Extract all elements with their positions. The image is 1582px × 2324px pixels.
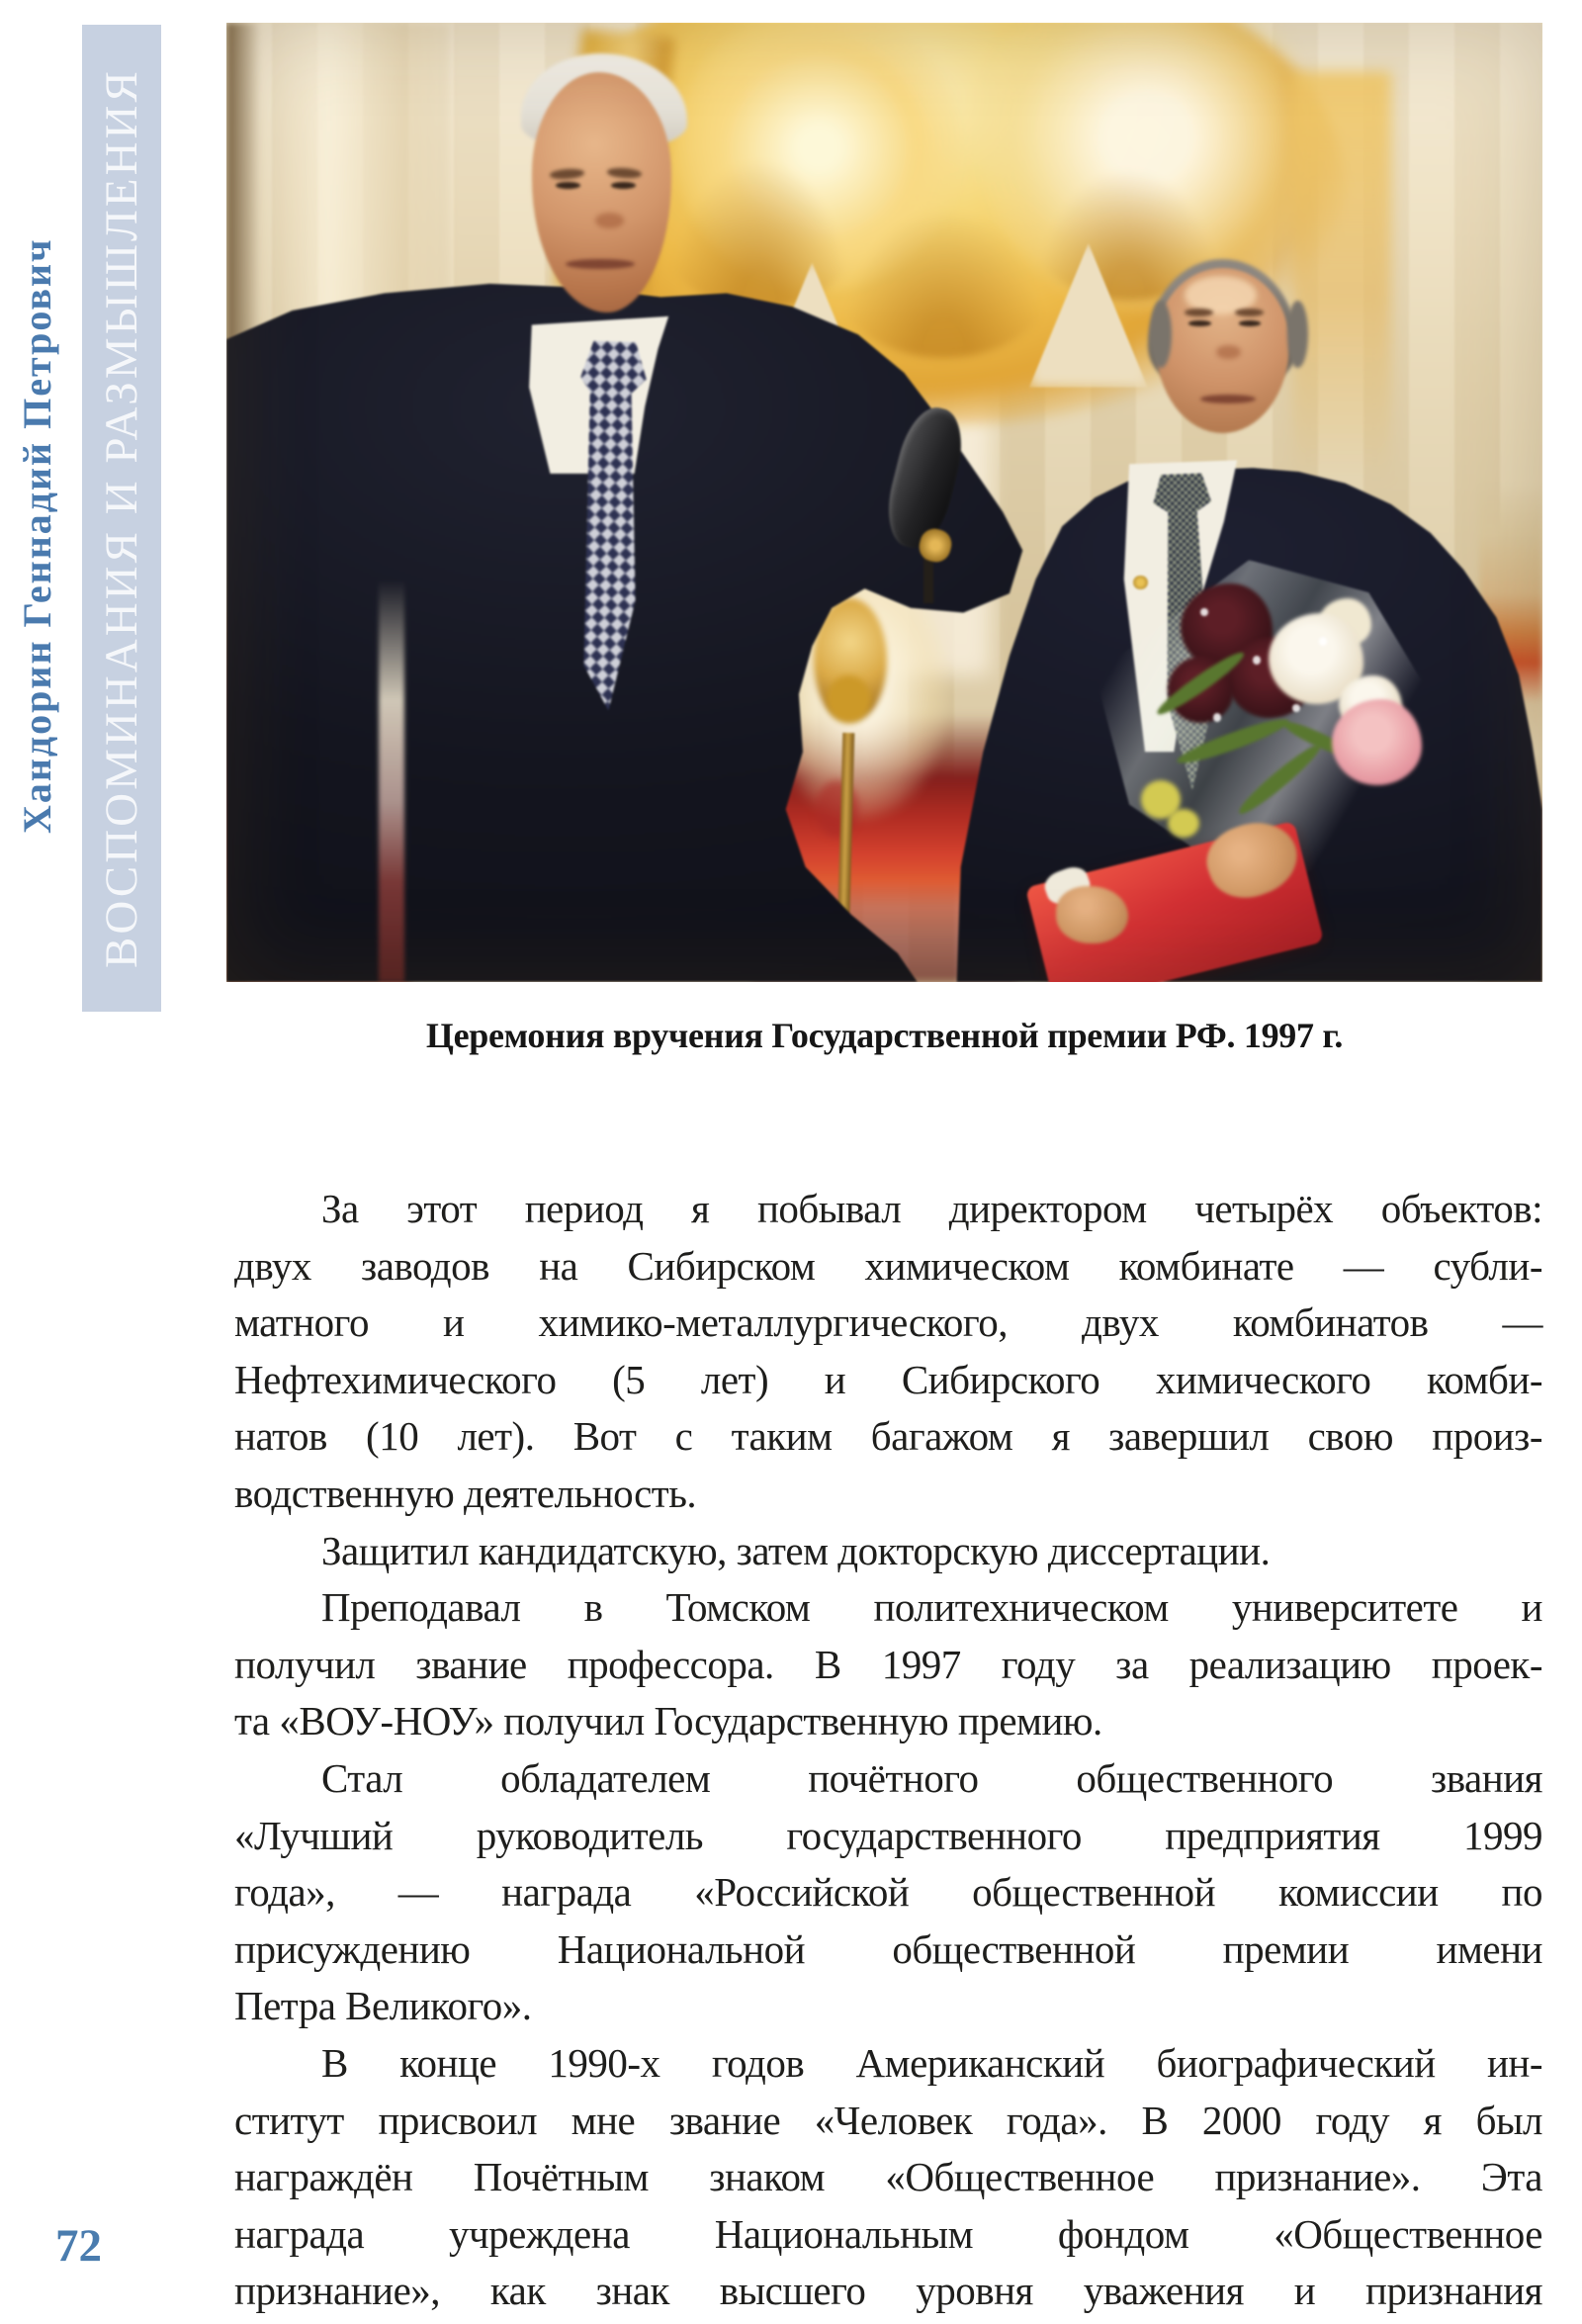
sidebar-author-name: Хандорин Геннадий Петрович: [15, 237, 59, 835]
sidebar-series-band: [82, 25, 161, 1012]
body-line: получил звание профессора. В 1997 году за реализацию проек-: [234, 1641, 1542, 1687]
photo-vignette: [226, 23, 1542, 982]
body-line: награждён Почётным знаком «Общественное признание». Эта: [234, 2154, 1542, 2200]
body-line: В конце 1990-х годов Американский биографический ин-: [321, 2039, 1542, 2086]
photo-art: [226, 23, 1542, 982]
body-line: водственную деятельность.: [234, 1470, 697, 1516]
body-line: года», — награда «Российской общественной комиссии по: [234, 1869, 1542, 1916]
body-line: Защитил кандидатскую, затем докторскую диссертации.: [321, 1527, 1271, 1573]
body-line: двух заводов на Сибирском химическом комбинате — субли-: [234, 1242, 1542, 1289]
body-line: За этот период я побывал директором четырёх объектов:: [321, 1186, 1542, 1231]
page-number: 72: [55, 2220, 102, 2272]
body-line: Стал обладателем почётного общественного звания: [321, 1754, 1542, 1801]
body-line: та «ВОУ-НОУ» получил Государственную премию.: [234, 1698, 1102, 1744]
body-line: Нефтехимического (5 лет) и Сибирского химического комби-: [234, 1356, 1542, 1402]
photo-caption: Церемония вручения Государственной премии РФ. 1997 г.: [425, 1016, 1344, 1055]
award-ceremony-photo: [226, 23, 1542, 982]
body-line: ститут присвоил мне звание «Человек года». В 2000 году я был: [234, 2097, 1542, 2143]
body-line: натов (10 лет). Вот с таким багажом я завершил свою произ-: [234, 1413, 1542, 1460]
body-line: «Лучший руководитель государственного предприятия 1999: [234, 1812, 1542, 1858]
body-line: признание», как знак высшего уровня уважения и признания: [234, 2268, 1542, 2314]
body-line: матного и химико-металлургического, двух комбинатов —: [234, 1299, 1542, 1346]
body-line: награда учреждена Национальным фондом «Общественное: [234, 2210, 1542, 2257]
body-line: Преподавал в Томском политехническом университете и: [321, 1584, 1542, 1631]
sidebar-series-title: ВОСПОМИНАНИЯ И РАЗМЫШЛЕНИЯ: [96, 68, 147, 968]
body-text: [234, 1181, 1542, 2320]
body-line: Петра Великого».: [234, 1983, 532, 2029]
body-line: присуждению Национальной общественной премии имени: [234, 1925, 1542, 1972]
